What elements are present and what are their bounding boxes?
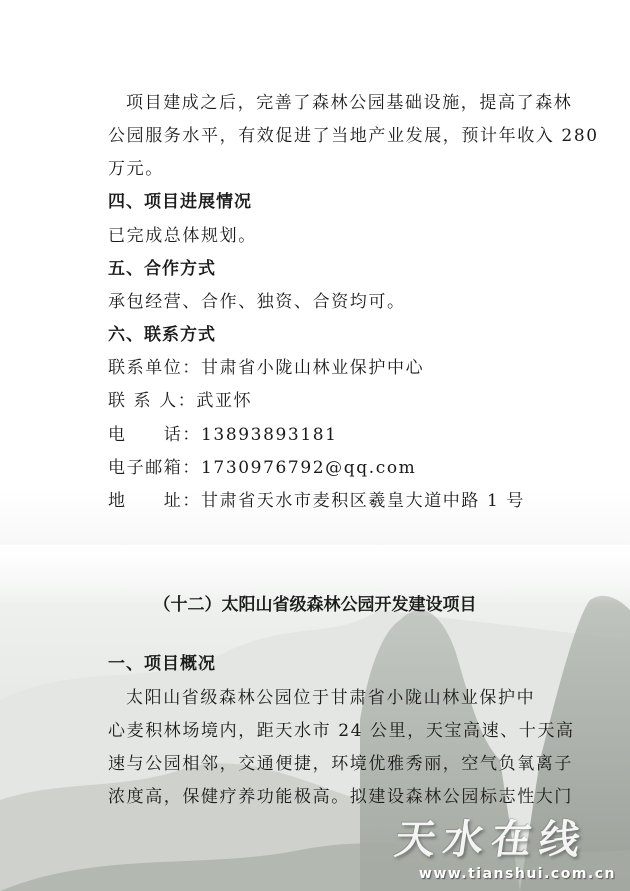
section-body: 承包经营、合作、独资、合资均可。 (108, 292, 406, 312)
contact-email (108, 457, 416, 479)
contact-value: 1730976792@qq.com (201, 458, 417, 478)
contact-person (108, 390, 252, 412)
contact-value: 13893893181 (201, 425, 338, 445)
section-heading: 六、联系方式 (108, 325, 216, 345)
contact-label: 联系单位： (108, 358, 201, 378)
paragraph-line: 项目建成之后，完善了森林公园基础设施，提高了森林 (126, 93, 573, 113)
paragraph-line: 心麦积林场境内，距天水市 24 公里，天宝高速、十天高 (108, 721, 575, 741)
section-heading: 一、项目概况 (108, 654, 216, 674)
contact-label: 联 系 人： (108, 391, 197, 411)
section-heading: 四、项目进展情况 (108, 192, 252, 212)
contact-value: 甘肃省小陇山林业保护中心 (201, 358, 425, 378)
contact-address (108, 490, 525, 512)
contact-phone (108, 424, 338, 446)
contact-label: 地 址： (108, 491, 201, 511)
paragraph-line: 太阳山省级森林公园位于甘肃省小陇山林业保护中 (126, 688, 536, 708)
contact-value: 甘肃省天水市麦积区羲皇大道中路 1 号 (201, 491, 526, 511)
contact-unit (108, 357, 424, 379)
contact-value: 武亚怀 (196, 391, 253, 411)
contact-label: 电 话： (108, 425, 201, 445)
contact-label: 电子邮箱： (108, 458, 201, 478)
paragraph-line: 公园服务水平，有效促进了当地产业发展，预计年收入 280 (108, 126, 599, 146)
paragraph-line: 速与公园相邻，交通便捷，环境优雅秀丽，空气负氧离子 (108, 754, 573, 774)
paragraph-line: 万元。 (108, 159, 164, 179)
section-heading: 五、合作方式 (108, 259, 216, 279)
project-title: （十二）太阳山省级森林公园开发建设项目 (153, 595, 477, 615)
watermark-url: www.tianshui.com.cn (418, 866, 616, 882)
section-body: 已完成总体规划。 (108, 226, 257, 246)
watermark-logo: 天水在线 (392, 817, 591, 863)
paragraph-line: 浓度高，保健疗养功能极高。拟建设森林公园标志性大门 (108, 787, 573, 807)
